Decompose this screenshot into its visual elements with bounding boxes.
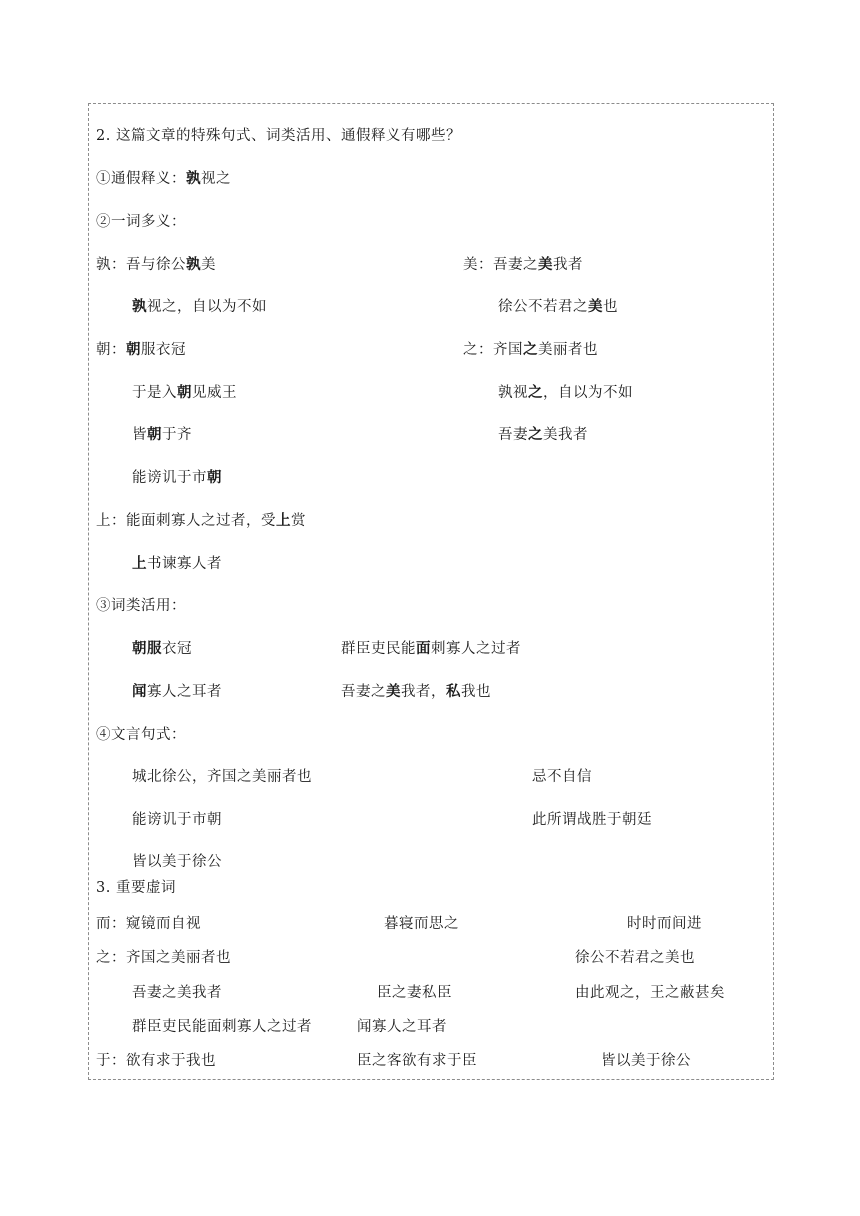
mei-ex1-bold: 美 <box>538 256 553 273</box>
cilei-d1-post: 我者， <box>401 684 446 700</box>
shu-ex2-bold: 孰 <box>132 298 147 315</box>
cilei-heading: ③词类活用： <box>96 598 186 614</box>
chao-ex4-pre: 能谤讥于市 <box>132 470 207 486</box>
chao-ex3-bold: 朝 <box>147 426 162 443</box>
shu-ex2-post: 视之，自以为不如 <box>147 299 267 315</box>
question-2-title: 2. 这篇文章的特殊句式、词类活用、通假释义有哪些？ <box>96 128 461 144</box>
wenyan-e: 皆以美于徐公 <box>132 854 222 870</box>
zhi-ex3-pre: 吾妻 <box>498 427 528 443</box>
shu-ex1-bold: 孰 <box>186 256 201 273</box>
cilei-a-bold: 朝服 <box>132 640 162 657</box>
xuci-zhi-a: 齐国之美丽者也 <box>126 950 231 966</box>
tongjia-bold: 孰 <box>186 170 201 187</box>
yu-line <box>96 1051 216 1071</box>
chao-line-3 <box>132 425 192 445</box>
zhi-ex2-post: ，自以为不如 <box>543 385 633 401</box>
shang-line-2 <box>132 554 222 574</box>
xuci-zhi-e: 由此观之，王之蔽甚矣 <box>575 985 725 1001</box>
chao-ex3-pre: 皆 <box>132 427 147 443</box>
mei-line-1 <box>463 255 583 275</box>
shang-ex2-bold: 上 <box>132 555 147 572</box>
cilei-d2-bold: 私 <box>446 683 461 700</box>
cilei-d1-pre: 吾妻之 <box>341 684 386 700</box>
xuci-zhi-line <box>96 948 231 968</box>
cilei-a <box>132 639 192 659</box>
zhi-line-3 <box>498 425 588 445</box>
mei-ex2-post: 也 <box>603 299 618 315</box>
xuci-zhi-label: 之： <box>96 950 126 966</box>
xuci-zhi-f: 群臣吏民能面刺寡人之过者 <box>132 1019 312 1035</box>
cilei-c <box>132 682 222 702</box>
mei-ex2-bold: 美 <box>588 298 603 315</box>
shu-line-1 <box>96 255 216 275</box>
zhi-ex1-pre: 齐国 <box>493 342 523 358</box>
tongjia-rest: 视之 <box>201 171 231 187</box>
cilei-b <box>341 639 521 659</box>
er-b: 暮寝而思之 <box>384 916 459 932</box>
mei-ex2-pre: 徐公不若君之 <box>498 299 588 315</box>
chao-ex2-bold: 朝 <box>177 384 192 401</box>
cilei-b-post: 刺寡人之过者 <box>431 641 521 657</box>
chao-ex1-post: 服衣冠 <box>141 342 186 358</box>
xuci-zhi-b: 徐公不若君之美也 <box>575 950 695 966</box>
chao-line-4 <box>132 468 222 488</box>
zhi-ex1-post: 美丽者也 <box>538 342 598 358</box>
er-c: 时时而间进 <box>627 916 702 932</box>
chao-label: 朝： <box>96 342 126 358</box>
mei-label: 美： <box>463 257 493 273</box>
shu-line-2 <box>132 297 267 317</box>
cilei-a-post: 衣冠 <box>162 641 192 657</box>
yu-b: 臣之客欲有求于臣 <box>357 1053 477 1069</box>
mei-ex1-pre: 吾妻之 <box>493 257 538 273</box>
cilei-d1-bold: 美 <box>386 683 401 700</box>
mei-ex1-post: 我者 <box>553 257 583 273</box>
chao-ex1-bold: 朝 <box>126 341 141 358</box>
er-label: 而： <box>96 916 126 932</box>
wenyan-a: 城北徐公，齐国之美丽者也 <box>132 769 312 785</box>
shang-ex1-post: 赏 <box>291 513 306 529</box>
shang-line-1 <box>96 511 306 531</box>
shang-ex2-post: 书谏寡人者 <box>147 556 222 572</box>
er-a: 窥镜而自视 <box>126 916 201 932</box>
xuci-zhi-g: 闻寡人之耳者 <box>357 1019 447 1035</box>
yiciduoyi-heading: ②一词多义： <box>96 214 186 230</box>
wenyan-d: 此所谓战胜于朝廷 <box>532 812 652 828</box>
zhi-ex1-bold: 之 <box>523 341 538 358</box>
shu-label: 孰： <box>96 257 126 273</box>
shang-ex1-bold: 上 <box>276 512 291 529</box>
chao-ex4-bold: 朝 <box>207 469 222 486</box>
cilei-d <box>341 682 491 702</box>
cilei-d2-post: 我也 <box>461 684 491 700</box>
xuci-zhi-d: 臣之妻私臣 <box>377 985 452 1001</box>
shu-ex1-post: 美 <box>201 257 216 273</box>
wenyan-c: 能谤讥于市朝 <box>132 812 222 828</box>
chao-ex2-pre: 于是入 <box>132 385 177 401</box>
shu-ex1-pre: 吾与徐公 <box>126 257 186 273</box>
er-line <box>96 914 201 934</box>
mei-line-2 <box>498 297 618 317</box>
zhi-label: 之： <box>463 342 493 358</box>
xuci-zhi-c: 吾妻之美我者 <box>132 985 222 1001</box>
chao-line-1 <box>96 340 186 360</box>
zhi-ex3-post: 美我者 <box>543 427 588 443</box>
zhi-ex2-bold: 之 <box>528 384 543 401</box>
zhi-line-1 <box>463 340 598 360</box>
tongjia-line <box>96 169 231 189</box>
cilei-b-pre: 群臣吏民能 <box>341 641 416 657</box>
question-3-title: 3. 重要虚词 <box>96 880 176 896</box>
shang-ex1-pre: 能面刺寡人之过者，受 <box>126 513 276 529</box>
chao-line-2 <box>132 383 237 403</box>
cilei-c-bold: 闻 <box>132 683 147 700</box>
yu-a: 欲有求于我也 <box>126 1053 216 1069</box>
chao-ex3-post: 于齐 <box>162 427 192 443</box>
cilei-b-bold: 面 <box>416 640 431 657</box>
zhi-line-2 <box>498 383 633 403</box>
yu-label: 于： <box>96 1053 126 1069</box>
yu-c: 皆以美于徐公 <box>601 1053 691 1069</box>
zhi-ex3-bold: 之 <box>528 426 543 443</box>
shang-label: 上： <box>96 513 126 529</box>
wenyan-b: 忌不自信 <box>532 769 592 785</box>
cilei-c-post: 寡人之耳者 <box>147 684 222 700</box>
tongjia-prefix: ①通假释义： <box>96 171 186 187</box>
wenyan-heading: ④文言句式： <box>96 727 186 743</box>
chao-ex2-post: 见威王 <box>192 385 237 401</box>
zhi-ex2-pre: 孰视 <box>498 385 528 401</box>
